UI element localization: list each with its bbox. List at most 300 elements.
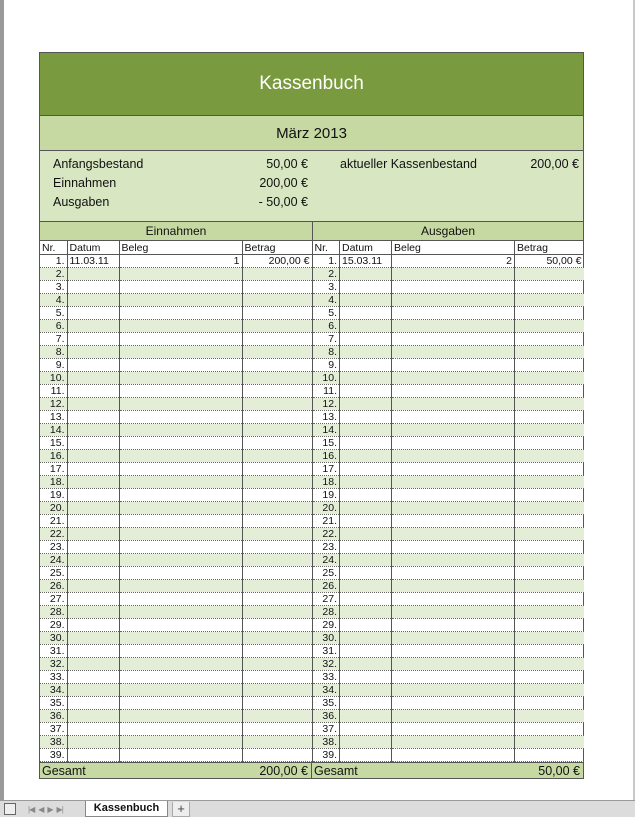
nr-cell[interactable]: 26. xyxy=(40,580,67,593)
datum-cell[interactable] xyxy=(340,710,392,723)
datum-cell[interactable] xyxy=(340,450,392,463)
nr-cell[interactable]: 33. xyxy=(40,671,67,684)
datum-cell[interactable] xyxy=(340,398,392,411)
beleg-cell[interactable]: 1 xyxy=(119,255,242,268)
beleg-cell[interactable] xyxy=(392,320,515,333)
datum-cell[interactable] xyxy=(340,320,392,333)
nr-cell[interactable]: 3. xyxy=(313,281,340,294)
nr-cell[interactable]: 26. xyxy=(313,580,340,593)
datum-cell[interactable] xyxy=(67,619,119,632)
betrag-cell[interactable] xyxy=(515,268,584,281)
betrag-cell[interactable] xyxy=(242,320,312,333)
datum-cell[interactable] xyxy=(67,684,119,697)
datum-cell[interactable] xyxy=(340,684,392,697)
beleg-cell[interactable] xyxy=(119,619,242,632)
betrag-cell[interactable] xyxy=(515,411,584,424)
datum-cell[interactable] xyxy=(340,606,392,619)
datum-cell[interactable] xyxy=(340,294,392,307)
nr-cell[interactable]: 28. xyxy=(313,606,340,619)
beleg-cell[interactable] xyxy=(392,658,515,671)
beleg-cell[interactable] xyxy=(119,372,242,385)
beleg-cell[interactable] xyxy=(392,385,515,398)
datum-cell[interactable] xyxy=(340,593,392,606)
anfangsbestand-value[interactable]: 50,00 € xyxy=(266,157,308,171)
nr-cell[interactable]: 15. xyxy=(313,437,340,450)
betrag-cell[interactable] xyxy=(515,372,584,385)
betrag-cell[interactable] xyxy=(515,385,584,398)
betrag-cell[interactable] xyxy=(242,372,312,385)
betrag-cell[interactable] xyxy=(242,268,312,281)
betrag-cell[interactable]: 50,00 € xyxy=(515,255,584,268)
beleg-cell[interactable] xyxy=(119,463,242,476)
beleg-cell[interactable] xyxy=(392,398,515,411)
nr-cell[interactable]: 37. xyxy=(40,723,67,736)
betrag-cell[interactable] xyxy=(242,398,312,411)
betrag-cell[interactable] xyxy=(515,346,584,359)
beleg-cell[interactable] xyxy=(119,489,242,502)
datum-cell[interactable] xyxy=(67,671,119,684)
beleg-cell[interactable] xyxy=(392,632,515,645)
datum-cell[interactable] xyxy=(340,567,392,580)
beleg-cell[interactable] xyxy=(392,515,515,528)
betrag-cell[interactable] xyxy=(515,528,584,541)
nr-cell[interactable]: 23. xyxy=(313,541,340,554)
betrag-cell[interactable] xyxy=(242,684,312,697)
beleg-cell[interactable] xyxy=(119,307,242,320)
betrag-cell[interactable] xyxy=(515,580,584,593)
nr-cell[interactable]: 11. xyxy=(313,385,340,398)
beleg-cell[interactable] xyxy=(392,489,515,502)
beleg-cell[interactable] xyxy=(392,684,515,697)
datum-cell[interactable] xyxy=(340,528,392,541)
beleg-cell[interactable] xyxy=(119,541,242,554)
datum-cell[interactable] xyxy=(67,554,119,567)
betrag-cell[interactable] xyxy=(515,671,584,684)
beleg-cell[interactable] xyxy=(119,567,242,580)
beleg-cell[interactable] xyxy=(119,450,242,463)
beleg-cell[interactable] xyxy=(119,528,242,541)
betrag-cell[interactable] xyxy=(242,671,312,684)
nr-cell[interactable]: 31. xyxy=(313,645,340,658)
nr-cell[interactable]: 10. xyxy=(313,372,340,385)
beleg-cell[interactable] xyxy=(119,671,242,684)
datum-cell[interactable] xyxy=(340,307,392,320)
datum-cell[interactable] xyxy=(67,463,119,476)
nr-cell[interactable]: 19. xyxy=(313,489,340,502)
betrag-cell[interactable] xyxy=(242,450,312,463)
betrag-cell[interactable] xyxy=(515,398,584,411)
nr-cell[interactable]: 39. xyxy=(313,749,340,762)
datum-cell[interactable] xyxy=(67,437,119,450)
nr-cell[interactable]: 22. xyxy=(313,528,340,541)
nr-cell[interactable]: 17. xyxy=(313,463,340,476)
betrag-cell[interactable] xyxy=(515,333,584,346)
datum-cell[interactable] xyxy=(67,476,119,489)
betrag-cell[interactable] xyxy=(515,710,584,723)
beleg-cell[interactable] xyxy=(119,710,242,723)
datum-cell[interactable] xyxy=(67,450,119,463)
datum-cell[interactable] xyxy=(340,515,392,528)
beleg-cell[interactable] xyxy=(119,606,242,619)
datum-cell[interactable] xyxy=(67,749,119,762)
datum-cell[interactable] xyxy=(340,580,392,593)
nr-cell[interactable]: 16. xyxy=(313,450,340,463)
betrag-cell[interactable] xyxy=(515,307,584,320)
prev-tab-icon[interactable]: ◀ xyxy=(38,804,44,814)
betrag-cell[interactable] xyxy=(242,645,312,658)
betrag-cell[interactable] xyxy=(242,359,312,372)
datum-cell[interactable] xyxy=(340,697,392,710)
betrag-cell[interactable] xyxy=(242,333,312,346)
beleg-cell[interactable] xyxy=(392,294,515,307)
datum-cell[interactable] xyxy=(67,697,119,710)
datum-cell[interactable] xyxy=(340,723,392,736)
betrag-cell[interactable] xyxy=(515,645,584,658)
beleg-cell[interactable] xyxy=(392,476,515,489)
datum-cell[interactable] xyxy=(67,541,119,554)
datum-cell[interactable] xyxy=(340,359,392,372)
betrag-cell[interactable] xyxy=(242,749,312,762)
beleg-cell[interactable] xyxy=(119,632,242,645)
datum-cell[interactable] xyxy=(340,619,392,632)
datum-cell[interactable] xyxy=(67,424,119,437)
nr-cell[interactable]: 1. xyxy=(40,255,67,268)
datum-cell[interactable] xyxy=(340,463,392,476)
beleg-cell[interactable] xyxy=(392,736,515,749)
betrag-cell[interactable] xyxy=(242,437,312,450)
betrag-cell[interactable] xyxy=(242,736,312,749)
beleg-cell[interactable] xyxy=(119,320,242,333)
beleg-cell[interactable] xyxy=(392,710,515,723)
nr-cell[interactable]: 4. xyxy=(40,294,67,307)
datum-cell[interactable] xyxy=(340,281,392,294)
betrag-cell[interactable] xyxy=(515,359,584,372)
nr-cell[interactable]: 30. xyxy=(40,632,67,645)
nr-cell[interactable]: 19. xyxy=(40,489,67,502)
betrag-cell[interactable] xyxy=(515,502,584,515)
beleg-cell[interactable] xyxy=(119,684,242,697)
datum-cell[interactable] xyxy=(67,632,119,645)
betrag-cell[interactable] xyxy=(515,658,584,671)
datum-cell[interactable] xyxy=(340,502,392,515)
betrag-cell[interactable] xyxy=(242,554,312,567)
beleg-cell[interactable]: 2 xyxy=(392,255,515,268)
nr-cell[interactable]: 38. xyxy=(313,736,340,749)
betrag-cell[interactable] xyxy=(515,437,584,450)
nr-cell[interactable]: 9. xyxy=(313,359,340,372)
first-tab-icon[interactable]: |◀ xyxy=(28,804,35,814)
beleg-cell[interactable] xyxy=(119,294,242,307)
beleg-cell[interactable] xyxy=(392,359,515,372)
beleg-cell[interactable] xyxy=(392,450,515,463)
beleg-cell[interactable] xyxy=(392,541,515,554)
nr-cell[interactable]: 1. xyxy=(313,255,340,268)
betrag-cell[interactable] xyxy=(242,697,312,710)
nr-cell[interactable]: 7. xyxy=(313,333,340,346)
betrag-cell[interactable] xyxy=(515,736,584,749)
beleg-cell[interactable] xyxy=(392,281,515,294)
datum-cell[interactable] xyxy=(67,411,119,424)
beleg-cell[interactable] xyxy=(119,749,242,762)
nr-cell[interactable]: 13. xyxy=(40,411,67,424)
betrag-cell[interactable] xyxy=(242,541,312,554)
nr-cell[interactable]: 15. xyxy=(40,437,67,450)
nr-cell[interactable]: 31. xyxy=(40,645,67,658)
datum-cell[interactable] xyxy=(67,580,119,593)
betrag-cell[interactable] xyxy=(515,632,584,645)
betrag-cell[interactable] xyxy=(515,489,584,502)
betrag-cell[interactable] xyxy=(515,567,584,580)
datum-cell[interactable] xyxy=(67,359,119,372)
nr-cell[interactable]: 32. xyxy=(40,658,67,671)
datum-cell[interactable] xyxy=(340,476,392,489)
nr-cell[interactable]: 39. xyxy=(40,749,67,762)
beleg-cell[interactable] xyxy=(119,697,242,710)
betrag-cell[interactable] xyxy=(242,658,312,671)
beleg-cell[interactable] xyxy=(392,411,515,424)
datum-cell[interactable] xyxy=(340,736,392,749)
nr-cell[interactable]: 24. xyxy=(40,554,67,567)
nr-cell[interactable]: 24. xyxy=(313,554,340,567)
beleg-cell[interactable] xyxy=(119,437,242,450)
nr-cell[interactable]: 25. xyxy=(40,567,67,580)
beleg-cell[interactable] xyxy=(119,411,242,424)
datum-cell[interactable] xyxy=(340,645,392,658)
beleg-cell[interactable] xyxy=(119,515,242,528)
beleg-cell[interactable] xyxy=(119,502,242,515)
beleg-cell[interactable] xyxy=(119,593,242,606)
beleg-cell[interactable] xyxy=(392,723,515,736)
betrag-cell[interactable] xyxy=(515,463,584,476)
datum-cell[interactable] xyxy=(67,398,119,411)
last-tab-icon[interactable]: ▶| xyxy=(56,804,63,814)
datum-cell[interactable] xyxy=(340,333,392,346)
beleg-cell[interactable] xyxy=(119,398,242,411)
datum-cell[interactable] xyxy=(67,593,119,606)
betrag-cell[interactable] xyxy=(515,294,584,307)
beleg-cell[interactable] xyxy=(392,333,515,346)
datum-cell[interactable] xyxy=(340,671,392,684)
nr-cell[interactable]: 21. xyxy=(313,515,340,528)
datum-cell[interactable] xyxy=(340,411,392,424)
datum-cell[interactable] xyxy=(340,268,392,281)
betrag-cell[interactable] xyxy=(515,281,584,294)
datum-cell[interactable] xyxy=(340,437,392,450)
datum-cell[interactable] xyxy=(67,372,119,385)
datum-cell[interactable] xyxy=(340,489,392,502)
datum-cell[interactable] xyxy=(67,346,119,359)
nr-cell[interactable]: 36. xyxy=(40,710,67,723)
beleg-cell[interactable] xyxy=(119,281,242,294)
nr-cell[interactable]: 8. xyxy=(40,346,67,359)
nr-cell[interactable]: 7. xyxy=(40,333,67,346)
datum-cell[interactable] xyxy=(67,489,119,502)
beleg-cell[interactable] xyxy=(119,723,242,736)
nr-cell[interactable]: 23. xyxy=(40,541,67,554)
betrag-cell[interactable] xyxy=(242,476,312,489)
nr-cell[interactable]: 33. xyxy=(313,671,340,684)
betrag-cell[interactable] xyxy=(515,541,584,554)
betrag-cell[interactable]: 200,00 € xyxy=(242,255,312,268)
nr-cell[interactable]: 34. xyxy=(313,684,340,697)
beleg-cell[interactable] xyxy=(119,359,242,372)
betrag-cell[interactable] xyxy=(242,528,312,541)
datum-cell[interactable] xyxy=(340,385,392,398)
beleg-cell[interactable] xyxy=(392,372,515,385)
beleg-cell[interactable] xyxy=(392,619,515,632)
nr-cell[interactable]: 2. xyxy=(313,268,340,281)
tab-kassenbuch[interactable]: Kassenbuch xyxy=(85,801,168,817)
beleg-cell[interactable] xyxy=(392,749,515,762)
nr-cell[interactable]: 8. xyxy=(313,346,340,359)
betrag-cell[interactable] xyxy=(515,554,584,567)
datum-cell[interactable] xyxy=(67,385,119,398)
betrag-cell[interactable] xyxy=(242,593,312,606)
betrag-cell[interactable] xyxy=(515,684,584,697)
nr-cell[interactable]: 18. xyxy=(40,476,67,489)
beleg-cell[interactable] xyxy=(392,645,515,658)
datum-cell[interactable] xyxy=(67,658,119,671)
nr-cell[interactable]: 35. xyxy=(40,697,67,710)
beleg-cell[interactable] xyxy=(392,528,515,541)
beleg-cell[interactable] xyxy=(119,645,242,658)
betrag-cell[interactable] xyxy=(242,424,312,437)
datum-cell[interactable] xyxy=(67,281,119,294)
betrag-cell[interactable] xyxy=(242,723,312,736)
beleg-cell[interactable] xyxy=(392,346,515,359)
nr-cell[interactable]: 34. xyxy=(40,684,67,697)
beleg-cell[interactable] xyxy=(392,307,515,320)
beleg-cell[interactable] xyxy=(392,567,515,580)
beleg-cell[interactable] xyxy=(392,580,515,593)
datum-cell[interactable] xyxy=(67,723,119,736)
betrag-cell[interactable] xyxy=(242,580,312,593)
beleg-cell[interactable] xyxy=(119,333,242,346)
datum-cell[interactable] xyxy=(67,502,119,515)
datum-cell[interactable] xyxy=(67,307,119,320)
nr-cell[interactable]: 9. xyxy=(40,359,67,372)
betrag-cell[interactable] xyxy=(242,489,312,502)
datum-cell[interactable] xyxy=(340,541,392,554)
nr-cell[interactable]: 29. xyxy=(313,619,340,632)
nr-cell[interactable]: 36. xyxy=(313,710,340,723)
nr-cell[interactable]: 27. xyxy=(313,593,340,606)
nr-cell[interactable]: 16. xyxy=(40,450,67,463)
next-tab-icon[interactable]: ▶ xyxy=(47,804,53,814)
nr-cell[interactable]: 10. xyxy=(40,372,67,385)
nr-cell[interactable]: 12. xyxy=(40,398,67,411)
datum-cell[interactable] xyxy=(67,567,119,580)
beleg-cell[interactable] xyxy=(392,606,515,619)
betrag-cell[interactable] xyxy=(242,567,312,580)
nr-cell[interactable]: 29. xyxy=(40,619,67,632)
datum-cell[interactable] xyxy=(67,294,119,307)
beleg-cell[interactable] xyxy=(119,736,242,749)
betrag-cell[interactable] xyxy=(515,619,584,632)
beleg-cell[interactable] xyxy=(119,268,242,281)
betrag-cell[interactable] xyxy=(515,593,584,606)
betrag-cell[interactable] xyxy=(242,710,312,723)
betrag-cell[interactable] xyxy=(242,515,312,528)
datum-cell[interactable] xyxy=(340,346,392,359)
betrag-cell[interactable] xyxy=(242,385,312,398)
nr-cell[interactable]: 3. xyxy=(40,281,67,294)
datum-cell[interactable] xyxy=(67,710,119,723)
datum-cell[interactable]: 15.03.11 xyxy=(340,255,392,268)
beleg-cell[interactable] xyxy=(119,385,242,398)
beleg-cell[interactable] xyxy=(392,437,515,450)
beleg-cell[interactable] xyxy=(392,502,515,515)
betrag-cell[interactable] xyxy=(515,424,584,437)
datum-cell[interactable]: 11.03.11 xyxy=(67,255,119,268)
nr-cell[interactable]: 28. xyxy=(40,606,67,619)
nr-cell[interactable]: 37. xyxy=(313,723,340,736)
beleg-cell[interactable] xyxy=(392,593,515,606)
beleg-cell[interactable] xyxy=(392,671,515,684)
betrag-cell[interactable] xyxy=(515,450,584,463)
betrag-cell[interactable] xyxy=(515,749,584,762)
beleg-cell[interactable] xyxy=(392,268,515,281)
nr-cell[interactable]: 5. xyxy=(313,307,340,320)
datum-cell[interactable] xyxy=(67,268,119,281)
betrag-cell[interactable] xyxy=(242,307,312,320)
nr-cell[interactable]: 32. xyxy=(313,658,340,671)
datum-cell[interactable] xyxy=(67,515,119,528)
betrag-cell[interactable] xyxy=(515,515,584,528)
betrag-cell[interactable] xyxy=(242,294,312,307)
nr-cell[interactable]: 20. xyxy=(313,502,340,515)
beleg-cell[interactable] xyxy=(119,658,242,671)
beleg-cell[interactable] xyxy=(392,463,515,476)
nr-cell[interactable]: 20. xyxy=(40,502,67,515)
betrag-cell[interactable] xyxy=(242,346,312,359)
nr-cell[interactable]: 30. xyxy=(313,632,340,645)
datum-cell[interactable] xyxy=(340,372,392,385)
betrag-cell[interactable] xyxy=(515,723,584,736)
nr-cell[interactable]: 18. xyxy=(313,476,340,489)
nr-cell[interactable]: 22. xyxy=(40,528,67,541)
grid-view-icon[interactable] xyxy=(4,803,16,815)
betrag-cell[interactable] xyxy=(242,632,312,645)
nr-cell[interactable]: 27. xyxy=(40,593,67,606)
datum-cell[interactable] xyxy=(340,554,392,567)
datum-cell[interactable] xyxy=(67,320,119,333)
betrag-cell[interactable] xyxy=(515,320,584,333)
datum-cell[interactable] xyxy=(67,606,119,619)
nr-cell[interactable]: 17. xyxy=(40,463,67,476)
nr-cell[interactable]: 35. xyxy=(313,697,340,710)
beleg-cell[interactable] xyxy=(119,424,242,437)
nr-cell[interactable]: 6. xyxy=(40,320,67,333)
betrag-cell[interactable] xyxy=(242,463,312,476)
betrag-cell[interactable] xyxy=(242,502,312,515)
datum-cell[interactable] xyxy=(67,645,119,658)
nr-cell[interactable]: 25. xyxy=(313,567,340,580)
datum-cell[interactable] xyxy=(340,424,392,437)
beleg-cell[interactable] xyxy=(119,580,242,593)
datum-cell[interactable] xyxy=(67,333,119,346)
nr-cell[interactable]: 4. xyxy=(313,294,340,307)
nr-cell[interactable]: 14. xyxy=(40,424,67,437)
datum-cell[interactable] xyxy=(340,749,392,762)
beleg-cell[interactable] xyxy=(392,554,515,567)
betrag-cell[interactable] xyxy=(515,606,584,619)
betrag-cell[interactable] xyxy=(242,281,312,294)
beleg-cell[interactable] xyxy=(119,476,242,489)
betrag-cell[interactable] xyxy=(242,619,312,632)
betrag-cell[interactable] xyxy=(242,411,312,424)
nr-cell[interactable]: 2. xyxy=(40,268,67,281)
